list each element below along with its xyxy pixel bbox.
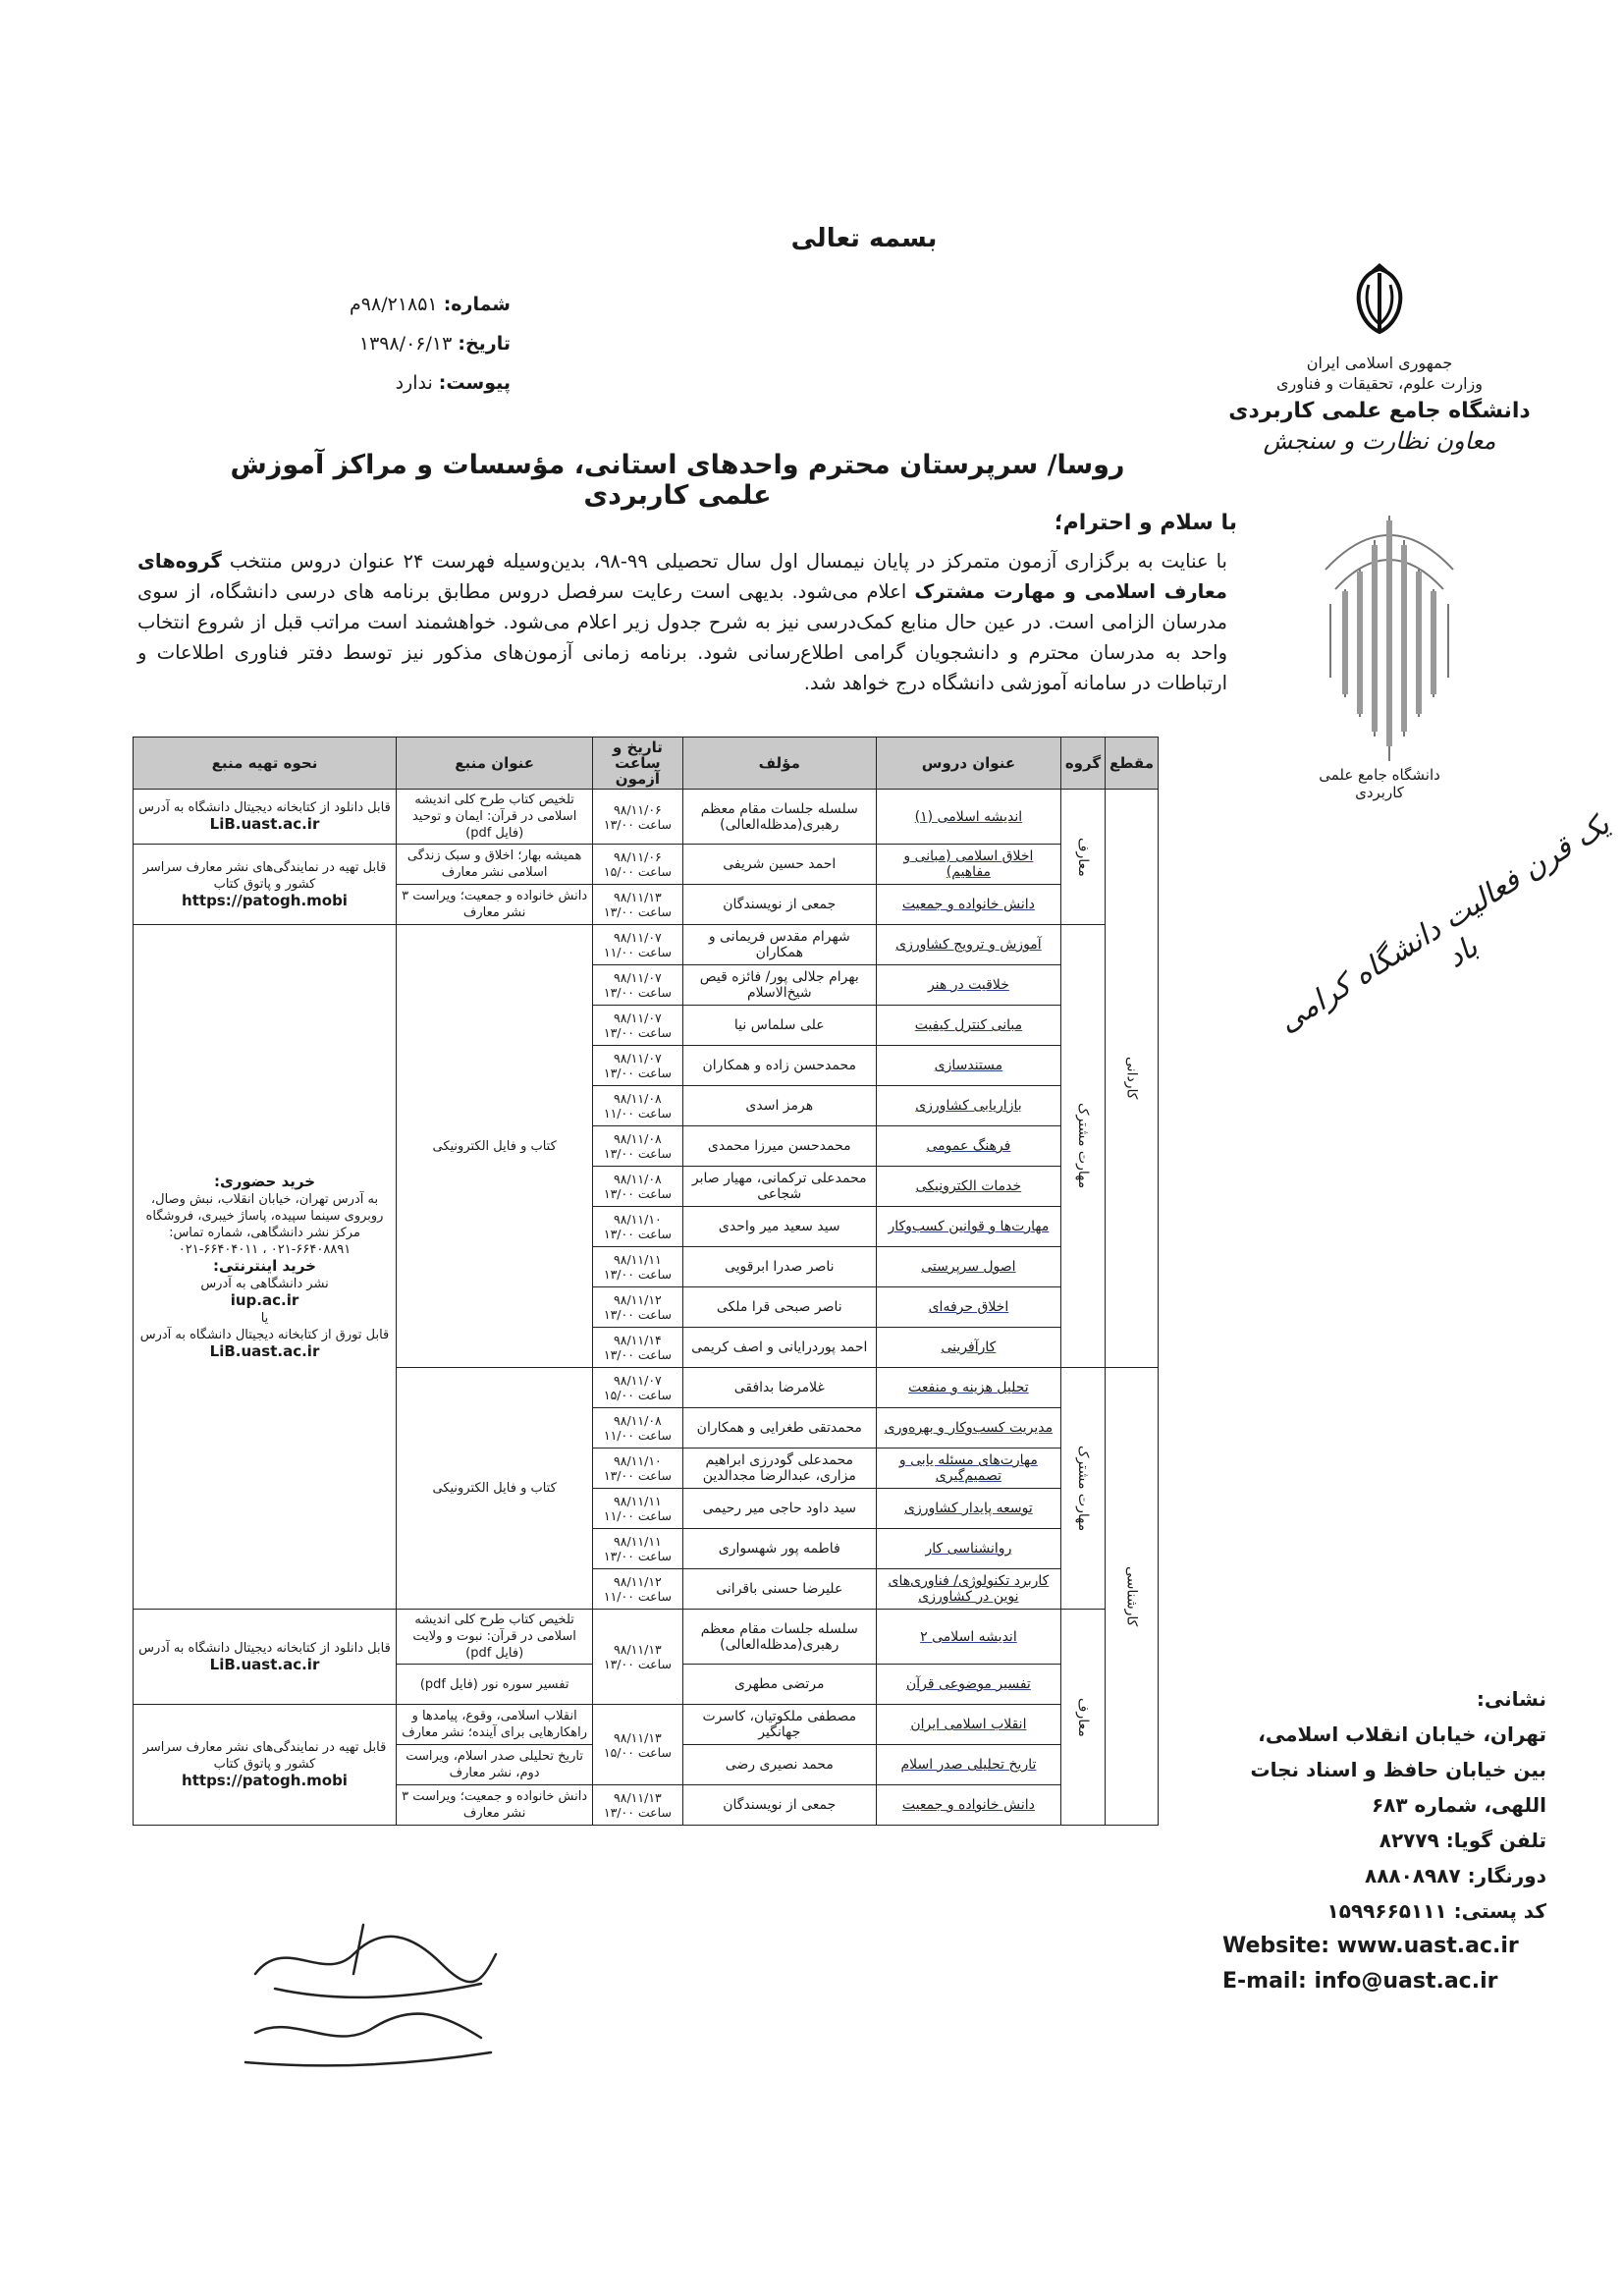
exam-datetime	[593, 1529, 682, 1569]
contact-address: تهران، خیابان انقلاب اسلامی، بین خیابان حافظ و اسناد نجات اللهی، شماره ۶۸۳	[1250, 1722, 1546, 1817]
course-author: جمعی از نویسندگان	[682, 885, 876, 925]
letter-reference	[285, 285, 511, 403]
exam-time: ساعت ۱۳/۰۰	[603, 1468, 672, 1483]
letter-attachment: ندارد	[395, 372, 433, 394]
letter-number-row	[285, 285, 511, 324]
exam-time: ساعت ۱۳/۰۰	[603, 1025, 672, 1040]
logo-caption: دانشگاه جامع علمی کاربردی	[1319, 766, 1440, 801]
exam-datetime	[593, 1086, 682, 1126]
contact-phone: تلفن گویا: ۸۲۷۷۹	[1379, 1829, 1546, 1852]
exam-time: ساعت ۱۱/۰۰	[603, 945, 672, 959]
exam-time: ساعت ۱۳/۰۰	[603, 1657, 672, 1671]
course-title: دانش خانواده و جمعیت	[877, 885, 1061, 925]
exam-date: ۹۸/۱۱/۰۷	[614, 1011, 662, 1025]
exam-time: ساعت ۱۱/۰۰	[603, 1589, 672, 1604]
exam-time: ساعت ۱۵/۰۰	[603, 1388, 672, 1402]
exam-time: ساعت ۱۵/۰۰	[603, 864, 672, 879]
header-level: مقطع	[1106, 738, 1159, 790]
provision-cell	[134, 790, 397, 845]
exam-date: ۹۸/۱۱/۰۸	[614, 1172, 662, 1186]
intro-paragraph	[137, 546, 1227, 698]
exam-date: ۹۸/۱۱/۱۱	[614, 1534, 662, 1549]
header-course: عنوان دروس	[877, 738, 1061, 790]
source-title: همیشه بهار؛ اخلاق و سبک زندگی اسلامی نشر معارف	[397, 845, 593, 885]
exam-time: ساعت ۱۳/۰۰	[603, 1227, 672, 1241]
exam-datetime	[593, 1449, 682, 1489]
exam-datetime	[593, 1287, 682, 1328]
iran-emblem-icon	[1335, 263, 1424, 340]
group-cell: مهارت مشترک	[1060, 925, 1105, 1368]
exam-time: ساعت ۱۱/۰۰	[603, 1428, 672, 1443]
exam-date: ۹۸/۱۱/۰۶	[614, 849, 662, 864]
signature-image	[216, 1915, 511, 2082]
exam-time: ساعت ۱۳/۰۰	[603, 1347, 672, 1362]
level-cell: کاردانی	[1106, 790, 1159, 1368]
intro-text-bold: گروه‌های معارف اسلامی و مهارت مشترک	[137, 550, 1227, 603]
header-group: گروه	[1060, 738, 1105, 790]
provision-text: قابل دانلود از کتابخانه دیجیتال دانشگاه به آدرس	[138, 800, 391, 815]
exam-date: ۹۸/۱۱/۰۸	[614, 1413, 662, 1428]
course-author: ناصر صدرا ابرقویی	[682, 1247, 876, 1287]
exam-datetime	[593, 1489, 682, 1529]
contact-fax: دورنگار: ۸۸۸۰۸۹۸۷	[1365, 1864, 1546, 1887]
course-author: بهرام جلالی پور/ فائزه قیص شیخ‌الاسلام	[682, 965, 876, 1006]
course-author: هرمز اسدی	[682, 1086, 876, 1126]
course-title: اندیشه اسلامی ۲	[877, 1610, 1061, 1665]
exam-time: ساعت ۱۳/۰۰	[603, 1146, 672, 1161]
course-title: خدمات الکترونیکی	[877, 1167, 1061, 1207]
course-title: اخلاق حرفه‌ای	[877, 1287, 1061, 1328]
exam-time: ساعت ۱۵/۰۰	[603, 1744, 672, 1760]
exam-time: ساعت ۱۳/۰۰	[603, 904, 672, 919]
department-name: معاون نظارت و سنجش	[1263, 427, 1496, 455]
exam-date: ۹۸/۱۱/۱۳	[614, 1790, 662, 1805]
provision-online-url: iup.ac.ir	[230, 1290, 299, 1309]
course-title: اندیشه اسلامی (۱)	[877, 790, 1061, 845]
exam-datetime	[593, 1126, 682, 1167]
course-title: اصول سرپرستی	[877, 1247, 1061, 1287]
contact-website[interactable]: Website: www.uast.ac.ir	[1222, 1934, 1519, 1958]
course-title: آموزش و ترویج کشاورزی	[877, 925, 1061, 965]
table-row	[134, 1705, 1159, 1745]
exam-datetime	[593, 1785, 682, 1826]
provision-url: https://patogh.mobi	[182, 1772, 348, 1789]
group-cell: مهارت مشترک	[1060, 1368, 1105, 1610]
exam-date: ۹۸/۱۱/۱۴	[614, 1333, 662, 1347]
course-author: محمدحسن زاده و همکاران	[682, 1046, 876, 1086]
exam-date: ۹۸/۱۱/۱۳	[614, 1642, 662, 1657]
source-title: کتاب و فایل الکترونیکی	[397, 1368, 593, 1610]
exam-datetime	[593, 885, 682, 925]
course-author: مصطفی ملکوتیان، کاسرت جهانگیر	[682, 1705, 876, 1745]
exam-date: ۹۸/۱۱/۱۱	[614, 1252, 662, 1267]
exam-date: ۹۸/۱۱/۰۸	[614, 1131, 662, 1146]
course-title: بازاریابی کشاورزی	[877, 1086, 1061, 1126]
provision-buy-title: خرید حضوری:	[213, 1172, 316, 1190]
provision-or: یا	[260, 1310, 269, 1326]
course-title: خلاقیت در هنر	[877, 965, 1061, 1006]
exam-datetime	[593, 1705, 682, 1785]
exam-date: ۹۸/۱۱/۱۲	[614, 1292, 662, 1307]
course-title: انقلاب اسلامی ایران	[877, 1705, 1061, 1745]
provision-browse-text: قابل تورق از کتابخانه دیجیتال دانشگاه به آدرس	[139, 1327, 390, 1342]
exam-datetime	[593, 1368, 682, 1408]
course-title: روانشناسی کار	[877, 1529, 1061, 1569]
course-title: مهارت‌ها و قوانین کسب‌وکار	[877, 1207, 1061, 1247]
exam-time: ساعت ۱۳/۰۰	[603, 985, 672, 1000]
letter-date-row	[285, 324, 511, 363]
exam-time: ساعت ۱۳/۰۰	[603, 1549, 672, 1563]
provision-cell	[134, 1610, 397, 1705]
exam-date: ۹۸/۱۱/۰۸	[614, 1091, 662, 1106]
header-date: تاریخ و ساعت آزمون	[593, 738, 682, 790]
exam-time: ساعت ۱۳/۰۰	[603, 1186, 672, 1201]
letter-number: ۹۸/۲۱۸۵۱م	[350, 294, 438, 315]
exam-time: ساعت ۱۱/۰۰	[603, 1106, 672, 1121]
course-title: فرهنگ عمومی	[877, 1126, 1061, 1167]
course-author: سلسله جلسات مقام معظم رهبری(مدظله‌العالی)	[682, 790, 876, 845]
course-author: مرتضی مطهری	[682, 1665, 876, 1705]
addressee: روسا/ سرپرستان محترم واحدهای استانی، مؤسسات و مراکز آموزش علمی کاربردی	[230, 450, 1125, 511]
exam-time: ساعت ۱۳/۰۰	[603, 1267, 672, 1282]
course-title: مدیریت کسب‌وکار و بهره‌وری	[877, 1408, 1061, 1449]
exam-datetime	[593, 1046, 682, 1086]
course-title: تاریخ تحلیلی صدر اسلام	[877, 1745, 1061, 1785]
university-name: دانشگاه جامع علمی کاربردی	[1228, 399, 1531, 423]
motto: یک قرن فعالیت دانشگاه کرامی باد	[1271, 806, 1616, 1040]
exam-time: ساعت ۱۳/۰۰	[603, 1066, 672, 1080]
course-title: مهارت‌های مسئله یابی و تصمیم‌گیری	[877, 1449, 1061, 1489]
exam-datetime	[593, 845, 682, 885]
source-title: تلخیص کتاب طرح کلی اندیشه اسلامی در قرآن: نبوت و ولایت (فایل pdf)	[397, 1610, 593, 1665]
course-author: غلامرضا بدافقی	[682, 1368, 876, 1408]
exam-datetime	[593, 790, 682, 845]
provision-url: https://patogh.mobi	[182, 891, 348, 909]
course-author: علیرضا حسنی باقرانی	[682, 1569, 876, 1610]
contact-title: نشانی:	[1476, 1687, 1546, 1711]
course-author: سید سعید میر واحدی	[682, 1207, 876, 1247]
exam-date: ۹۸/۱۱/۰۷	[614, 930, 662, 945]
course-title: توسعه پایدار کشاورزی	[877, 1489, 1061, 1529]
exam-date: ۹۸/۱۱/۱۱	[614, 1494, 662, 1508]
exam-date: ۹۸/۱۱/۱۰	[614, 1212, 662, 1227]
course-author: ناصر صبحی قرا ملکی	[682, 1287, 876, 1328]
course-author: سید داود حاجی میر رحیمی	[682, 1489, 876, 1529]
exam-date: ۹۸/۱۱/۰۷	[614, 1373, 662, 1388]
provision-online-title: خرید اینترنتی:	[213, 1256, 316, 1275]
university-logo-icon	[1316, 511, 1463, 766]
exam-datetime	[593, 925, 682, 965]
exam-datetime	[593, 1167, 682, 1207]
exam-time: ساعت ۱۱/۰۰	[603, 1508, 672, 1523]
provision-cell	[134, 1705, 397, 1826]
provision-text: قابل دانلود از کتابخانه دیجیتال دانشگاه به آدرس	[138, 1640, 391, 1656]
level-cell: کارشناسی	[1106, 1368, 1159, 1826]
exam-datetime	[593, 1328, 682, 1368]
provision-browse-url: LiB.uast.ac.ir	[209, 1341, 320, 1360]
intro-text-2: اعلام می‌شود. بدیهی است رعایت سرفصل دروس مطابق برنامه های درسی دانشگاه، از سوی مدرسان الزامی است. در عین حال منابع کمک‌درسی نیز به شرح جدول زیر اعلام می‌شود. خواهشمند است مراتب قبل از شروع انتخاب واحد به مدرسان محترم و دانشجویان گرامی اطلاع‌رسانی شود. برنامه زمانی آزمون‌های مذکور نیز توسط دفتر فناوری اطلاعات و ارتباطات در سامانه آموزشی دانشگاه درج خواهد شد.	[137, 580, 1227, 694]
exam-date: ۹۸/۱۱/۱۳	[614, 1729, 662, 1745]
exam-datetime	[593, 1610, 682, 1705]
provision-online-text: نشر دانشگاهی به آدرس	[200, 1276, 329, 1291]
course-title: تحلیل هزینه و منفعت	[877, 1368, 1061, 1408]
letter-date-label: تاریخ:	[458, 333, 511, 355]
contact-email[interactable]: E-mail: info@uast.ac.ir	[1222, 1969, 1498, 1994]
source-title: دانش خانواده و جمعیت؛ ویراست ۳ نشر معارف	[397, 885, 593, 925]
table-row	[134, 845, 1159, 885]
provision-cell	[134, 925, 397, 1610]
courses-table	[133, 737, 1159, 1826]
ministry-name: وزارت علوم، تحقیقات و فناوری	[1276, 374, 1483, 393]
header-source: عنوان منبع	[397, 738, 593, 790]
provision-url: LiB.uast.ac.ir	[209, 1655, 320, 1673]
course-author: علی سلماس نیا	[682, 1006, 876, 1046]
table-row	[134, 790, 1159, 845]
exam-datetime	[593, 1207, 682, 1247]
header-author: مؤلف	[682, 738, 876, 790]
exam-time: ساعت ۱۳/۰۰	[603, 1805, 672, 1820]
course-title: مبانی کنترل کیفیت	[877, 1006, 1061, 1046]
source-title: تفسیر سوره نور (فایل pdf)	[397, 1665, 593, 1705]
exam-datetime	[593, 965, 682, 1006]
provision-text: قابل تهیه در نمایندگی‌های نشر معارف سراسر کشور و پاتوق کتاب	[142, 859, 387, 892]
course-author: محمدعلی ترکمانی، مهیار صابر شجاعی	[682, 1167, 876, 1207]
exam-time: ساعت ۱۳/۰۰	[603, 816, 672, 832]
source-title: انقلاب اسلامی، وقوع، پیامدها و راهکارهایی برای آینده؛ نشر معارف	[397, 1705, 593, 1745]
course-author: جمعی از نویسندگان	[682, 1785, 876, 1826]
table-header-row	[134, 738, 1159, 790]
course-author: محمدتقی طغرایی و همکاران	[682, 1408, 876, 1449]
course-title: کاربرد تکنولوژی/ فناوری‌های نوین در کشاورزی	[877, 1569, 1061, 1610]
letter-date: ۱۳۹۸/۰۶/۱۳	[358, 333, 453, 355]
exam-date: ۹۸/۱۱/۰۶	[614, 801, 662, 817]
exam-date: ۹۸/۱۱/۱۰	[614, 1453, 662, 1468]
course-author: محمد نصیری رضی	[682, 1745, 876, 1785]
basmala: بسمه تعالی	[790, 224, 938, 253]
group-cell: معارف	[1060, 790, 1105, 925]
table-row	[134, 925, 1159, 965]
letter-attachment-label: پیوست:	[438, 372, 511, 394]
exam-datetime	[593, 1247, 682, 1287]
course-author: محمدحسن میرزا محمدی	[682, 1126, 876, 1167]
course-title: اخلاق اسلامی (مبانی و مفاهیم)	[877, 845, 1061, 885]
provision-url: LiB.uast.ac.ir	[209, 815, 320, 833]
letter-attachment-row	[285, 363, 511, 403]
course-title: دانش خانواده و جمعیت	[877, 1785, 1061, 1826]
source-title: دانش خانواده و جمعیت؛ ویراست ۳ نشر معارف	[397, 1785, 593, 1826]
exam-date: ۹۸/۱۱/۰۷	[614, 970, 662, 985]
course-author: احمد حسین شریفی	[682, 845, 876, 885]
course-title: مستندسازی	[877, 1046, 1061, 1086]
contact-postal: کد پستی: ۱۵۹۹۶۶۵۱۱۱	[1326, 1899, 1546, 1923]
exam-datetime	[593, 1569, 682, 1610]
exam-date: ۹۸/۱۱/۰۷	[614, 1051, 662, 1066]
exam-date: ۹۸/۱۱/۱۳	[614, 890, 662, 904]
source-title: تلخیص کتاب طرح کلی اندیشه اسلامی در قرآن: ایمان و توحید (فایل pdf)	[397, 790, 593, 845]
letterhead	[1227, 263, 1532, 455]
group-cell: معارف	[1060, 1610, 1105, 1826]
intro-text-1: با عنایت به برگزاری آزمون متمرکز در پایان نیمسال اول سال تحصیلی ۹۹-۹۸، بدین‌وسیله فهرست ۲۴ عنوان دروس منتخب	[221, 550, 1227, 573]
course-author: سلسله جلسات مقام معظم رهبری(مدظله‌العالی)	[682, 1610, 876, 1665]
header-provision: نحوه تهیه منبع	[134, 738, 397, 790]
contact-block	[1222, 1681, 1546, 1999]
source-title: تاریخ تحلیلی صدر اسلام، ویراست دوم، نشر معارف	[397, 1745, 593, 1785]
letter-number-label: شماره:	[443, 294, 511, 315]
table-row	[134, 1610, 1159, 1665]
course-author: احمد پوردرایانی و اصف کریمی	[682, 1328, 876, 1368]
course-author: محمدعلی گودرزی ابراهیم مزاری، عبدالرضا مجدالدین	[682, 1449, 876, 1489]
source-title: کتاب و فایل الکترونیکی	[397, 925, 593, 1368]
exam-datetime	[593, 1006, 682, 1046]
exam-date: ۹۸/۱۱/۱۲	[614, 1574, 662, 1589]
course-author: شهرام مقدس فریمانی و همکاران	[682, 925, 876, 965]
exam-datetime	[593, 1408, 682, 1449]
provision-buy-text: به آدرس تهران، خیابان انقلاب، نبش وصال، روبروی سینما سپیده، پاساژ خیبری، فروشگاه مرکز نشر دانشگاهی، شماره تماس: ۶۶۴۰۸۸۹۱-۰۲۱ ، ۶۶۴۰۴۰۱۱-۰۲۱	[145, 1191, 384, 1257]
course-author: فاطمه پور شهسواری	[682, 1529, 876, 1569]
exam-time: ساعت ۱۳/۰۰	[603, 1307, 672, 1322]
provision-text: قابل تهیه در نمایندگی‌های نشر معارف سراسر کشور و پاتوق کتاب	[142, 1740, 387, 1772]
course-title: تفسیر موضوعی قرآن	[877, 1665, 1061, 1705]
greeting: با سلام و احترام؛	[1054, 511, 1237, 535]
provision-cell	[134, 845, 397, 925]
course-title: کارآفرینی	[877, 1328, 1061, 1368]
country-name: جمهوری اسلامی ایران	[1306, 354, 1453, 372]
